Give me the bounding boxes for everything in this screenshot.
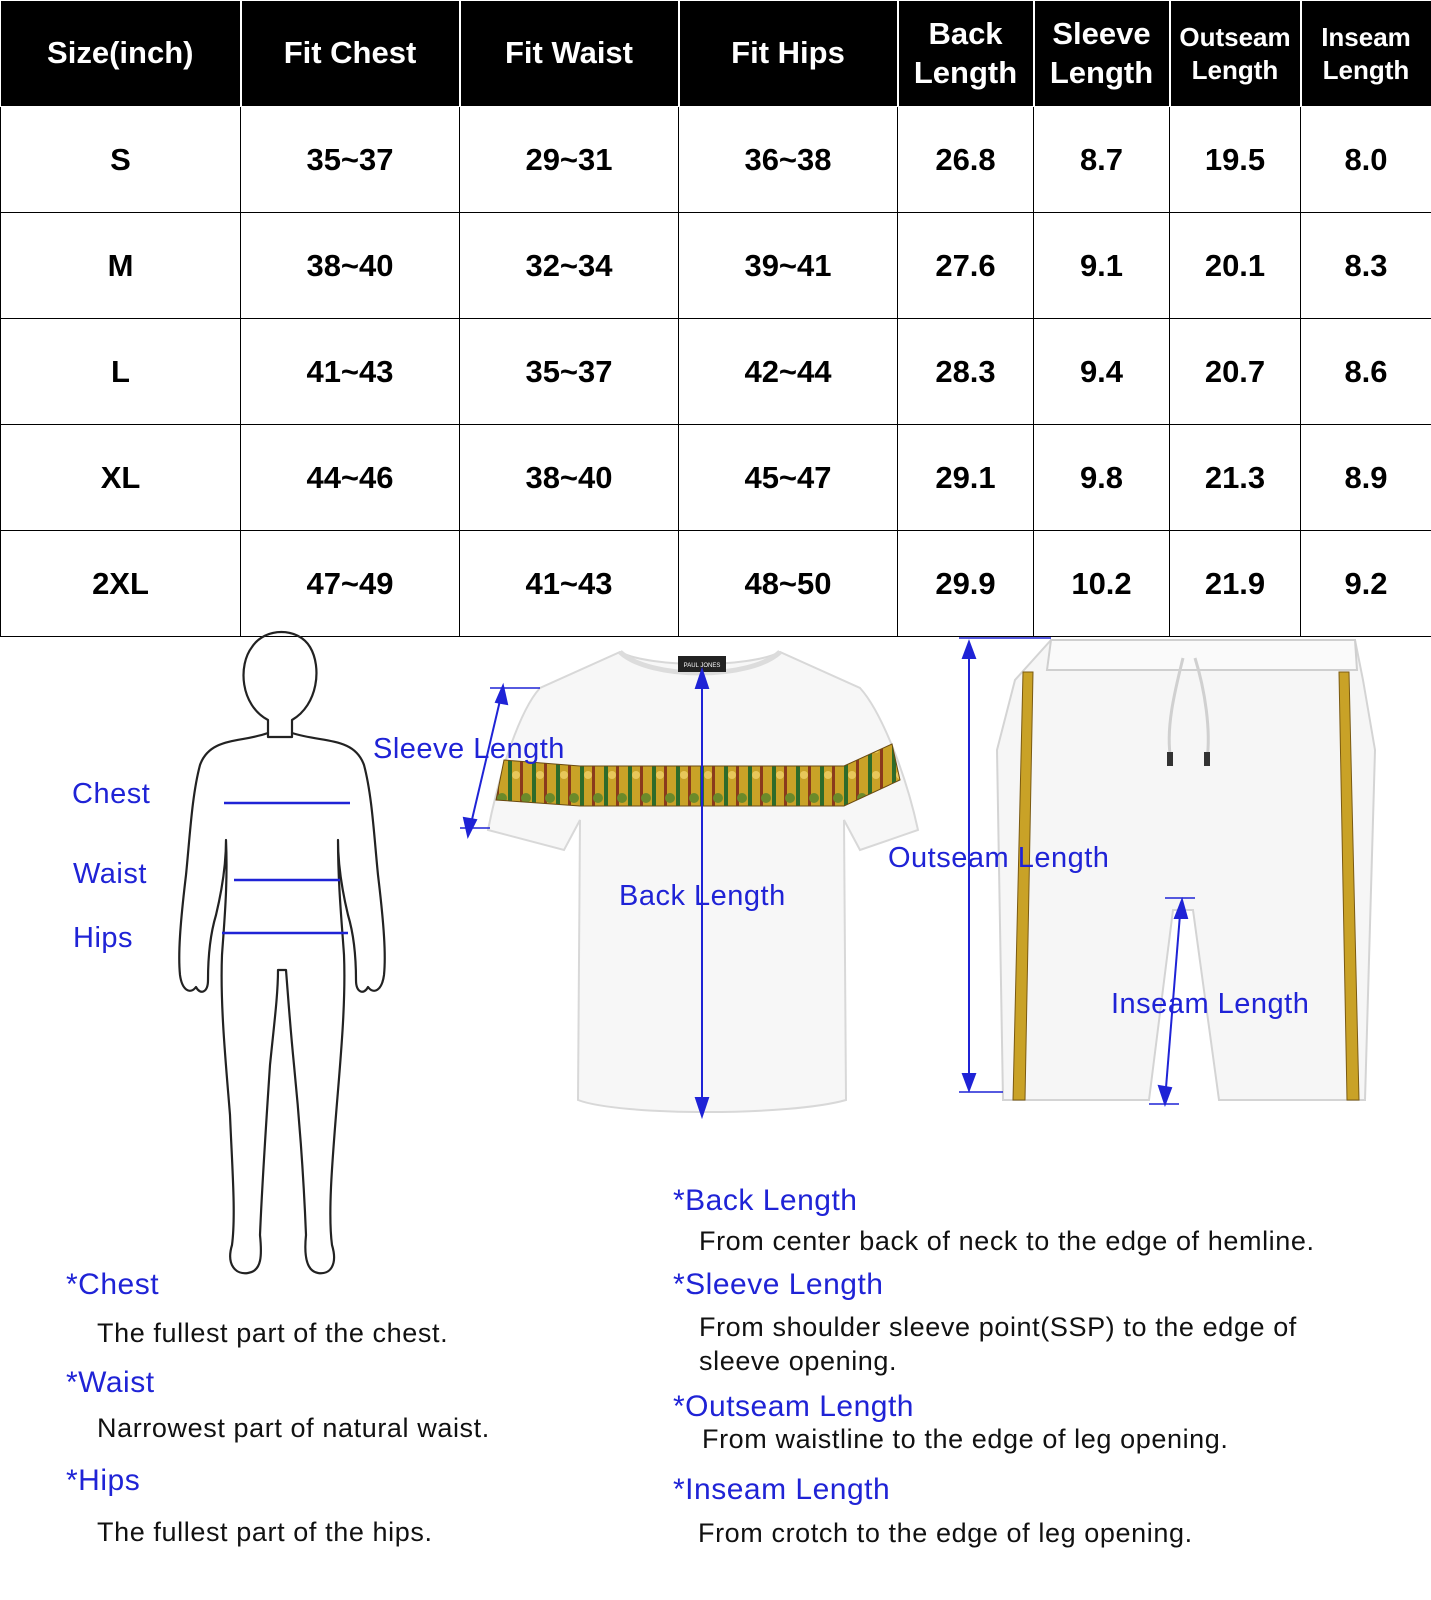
table-row bbox=[1, 319, 1431, 425]
def-waist-title: *Waist bbox=[66, 1366, 155, 1399]
cell-outseam-length: 19.5 bbox=[1170, 107, 1301, 213]
cell-sleeve-length: 9.8 bbox=[1034, 425, 1170, 531]
arrowhead-icon bbox=[464, 818, 476, 836]
cell-chest: 44~46 bbox=[241, 425, 460, 531]
drawstring-tip bbox=[1204, 752, 1210, 766]
inseam-length-label: Inseam Length bbox=[1111, 988, 1310, 1020]
header-inseam-length: Inseam Length bbox=[1301, 1, 1431, 107]
cell-chest: 41~43 bbox=[241, 319, 460, 425]
cell-hips: 45~47 bbox=[679, 425, 898, 531]
cell-waist: 29~31 bbox=[460, 107, 679, 213]
def-chest-title: *Chest bbox=[66, 1268, 160, 1301]
header-fit-chest: Fit Chest bbox=[241, 1, 460, 107]
cell-chest: 47~49 bbox=[241, 531, 460, 637]
cell-sleeve-length: 10.2 bbox=[1034, 531, 1170, 637]
cell-inseam-length: 8.6 bbox=[1301, 319, 1431, 425]
cell-outseam-length: 21.9 bbox=[1170, 531, 1301, 637]
cell-waist: 38~40 bbox=[460, 425, 679, 531]
shorts-figure bbox=[955, 630, 1415, 1130]
def-chest-body: The fullest part of the chest. bbox=[97, 1318, 449, 1348]
cell-outseam-length: 20.7 bbox=[1170, 319, 1301, 425]
cell-chest: 38~40 bbox=[241, 213, 460, 319]
cell-sleeve-length: 8.7 bbox=[1034, 107, 1170, 213]
header-size: Size(inch) bbox=[1, 1, 241, 107]
def-back-length-title: *Back Length bbox=[673, 1184, 858, 1217]
cell-sleeve-length: 9.4 bbox=[1034, 319, 1170, 425]
def-waist-body: Narrowest part of natural waist. bbox=[97, 1413, 490, 1443]
cell-hips: 48~50 bbox=[679, 531, 898, 637]
header-fit-hips: Fit Hips bbox=[679, 1, 898, 107]
cell-waist: 32~34 bbox=[460, 213, 679, 319]
def-hips-body: The fullest part of the hips. bbox=[97, 1517, 433, 1547]
cell-hips: 39~41 bbox=[679, 213, 898, 319]
cell-size: M bbox=[1, 213, 241, 319]
table-row bbox=[1, 107, 1431, 213]
drawstring-tip bbox=[1167, 752, 1173, 766]
hips-label: Hips bbox=[73, 922, 134, 954]
header-fit-waist: Fit Waist bbox=[460, 1, 679, 107]
cell-inseam-length: 8.9 bbox=[1301, 425, 1431, 531]
cell-hips: 36~38 bbox=[679, 107, 898, 213]
header-back-length: Back Length bbox=[898, 1, 1034, 107]
def-sleeve-length-body: From shoulder sleeve point(SSP) to the edge of sleeve opening. bbox=[699, 1312, 1297, 1376]
arrowhead-icon bbox=[963, 1074, 975, 1090]
arrowhead-icon bbox=[1159, 1086, 1171, 1104]
shorts-waistband bbox=[1047, 640, 1357, 670]
def-hips-title: *Hips bbox=[66, 1464, 141, 1497]
size-chart-table bbox=[0, 0, 1431, 637]
cell-outseam-length: 21.3 bbox=[1170, 425, 1301, 531]
def-sleeve-length-title: *Sleeve Length bbox=[673, 1268, 884, 1301]
head-shape bbox=[244, 632, 317, 737]
back-length-label: Back Length bbox=[619, 880, 786, 912]
cell-waist: 41~43 bbox=[460, 531, 679, 637]
cell-sleeve-length: 9.1 bbox=[1034, 213, 1170, 319]
def-outseam-length-title: *Outseam Length bbox=[673, 1390, 914, 1423]
chest-label: Chest bbox=[72, 778, 151, 810]
arrowhead-icon bbox=[963, 642, 975, 658]
cell-chest: 35~37 bbox=[241, 107, 460, 213]
cell-inseam-length: 8.0 bbox=[1301, 107, 1431, 213]
def-inseam-length-body: From crotch to the edge of leg opening. bbox=[698, 1518, 1193, 1548]
cell-inseam-length: 9.2 bbox=[1301, 531, 1431, 637]
header-outseam-length: Outseam Length bbox=[1170, 1, 1301, 107]
cell-inseam-length: 8.3 bbox=[1301, 213, 1431, 319]
table-row bbox=[1, 213, 1431, 319]
header-sleeve-length: Sleeve Length bbox=[1034, 1, 1170, 107]
cell-hips: 42~44 bbox=[679, 319, 898, 425]
cell-size: 2XL bbox=[1, 531, 241, 637]
table-row bbox=[1, 531, 1431, 637]
table-row bbox=[1, 425, 1431, 531]
cell-back-length: 27.6 bbox=[898, 213, 1034, 319]
cell-size: S bbox=[1, 107, 241, 213]
def-back-length-body: From center back of neck to the edge of hemline. bbox=[699, 1226, 1315, 1256]
cell-back-length: 29.1 bbox=[898, 425, 1034, 531]
outseam-length-label: Outseam Length bbox=[888, 842, 1110, 874]
cell-back-length: 29.9 bbox=[898, 531, 1034, 637]
def-inseam-length-title: *Inseam Length bbox=[673, 1473, 891, 1506]
body-outline-figure bbox=[170, 625, 430, 1305]
body-shape bbox=[179, 733, 385, 1273]
cell-waist: 35~37 bbox=[460, 319, 679, 425]
def-outseam-length-body: From waistline to the edge of leg opening. bbox=[702, 1424, 1229, 1454]
cell-outseam-length: 20.1 bbox=[1170, 213, 1301, 319]
cell-size: L bbox=[1, 319, 241, 425]
cell-back-length: 28.3 bbox=[898, 319, 1034, 425]
cell-back-length: 26.8 bbox=[898, 107, 1034, 213]
brand-tag-text: PAUL JONES bbox=[683, 663, 721, 669]
cell-size: XL bbox=[1, 425, 241, 531]
sleeve-length-label: Sleeve Length bbox=[373, 733, 565, 765]
waist-label: Waist bbox=[73, 858, 147, 890]
table-header-row bbox=[1, 1, 1431, 107]
